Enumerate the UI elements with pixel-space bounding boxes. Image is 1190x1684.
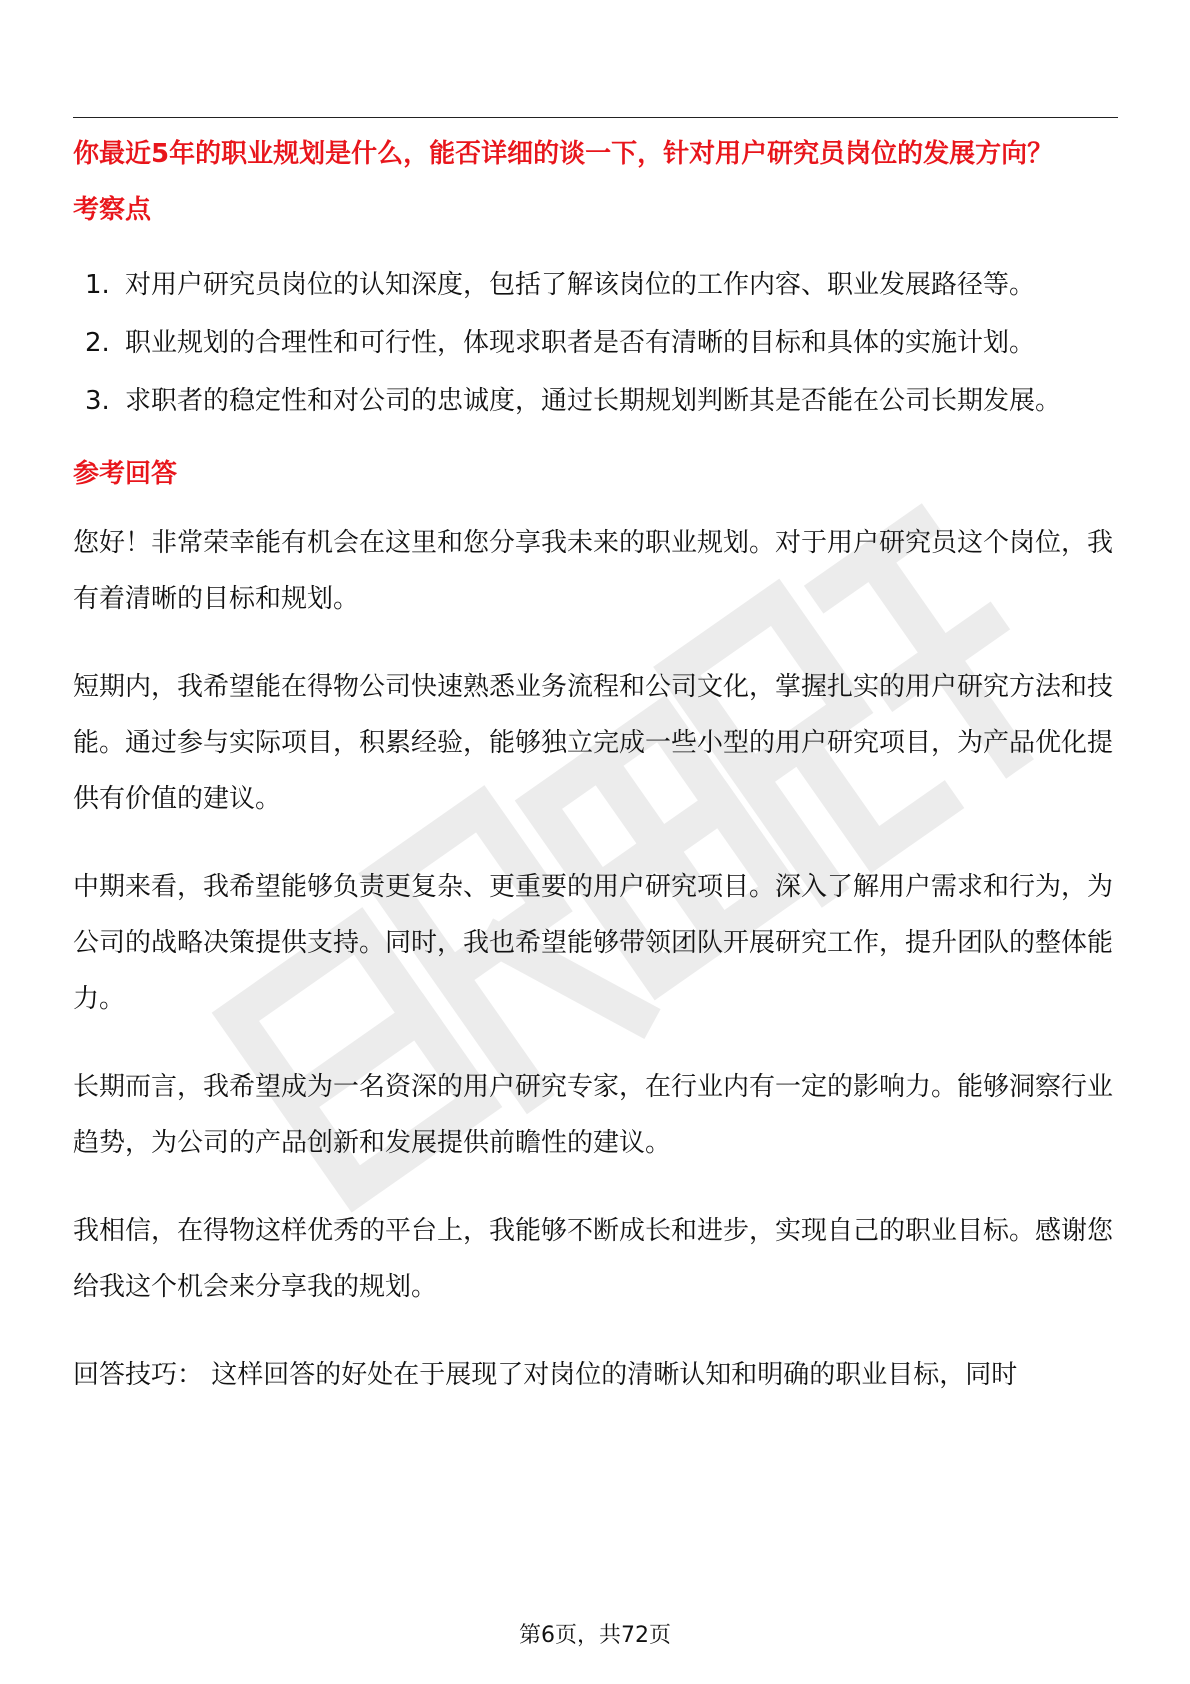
- list-item: [73, 314, 1118, 372]
- list-item: [73, 372, 1118, 430]
- page-number: 第6页，共72页: [519, 1623, 671, 1648]
- answer-paragraph: 您好！非常荣幸能有机会在这里和您分享我未来的职业规划。对于用户研究员这个岗位，我有着清晰的目标和规划。: [73, 528, 1114, 614]
- answer-paragraph: 长期而言，我希望成为一名资深的用户研究专家，在行业内有一定的影响力。能够洞察行业趋势，为公司的产品创新和发展提供前瞻性的建议。: [73, 1072, 1114, 1158]
- reference-answer-title: 参考回答: [73, 459, 178, 489]
- examine-points-title: 考察点: [73, 195, 152, 225]
- answer-paragraph: 短期内，我希望能在得物公司快速熟悉业务流程和公司文化，掌握扎实的用户研究方法和技能。通过参与实际项目，积累经验，能够独立完成一些小型的用户研究项目，为产品优化提供有价值的建议。: [73, 672, 1114, 814]
- answer-tips: 回答技巧： 这样回答的好处在于展现了对岗位的清晰认知和明确的职业目标，同时: [73, 1360, 1018, 1390]
- top-divider: [73, 117, 1118, 118]
- list-number: 1.: [85, 270, 110, 300]
- list-number: 3.: [85, 386, 110, 416]
- list-number: 2.: [85, 328, 110, 358]
- examine-points-list: [73, 256, 1118, 430]
- answer-paragraph: 中期来看，我希望能够负责更复杂、更重要的用户研究项目。深入了解用户需求和行为，为公司的战略决策提供支持。同时，我也希望能够带领团队开展研究工作，提升团队的整体能力。: [73, 872, 1114, 1014]
- list-text: 对用户研究员岗位的认知深度，包括了解该岗位的工作内容、职业发展路径等。: [125, 270, 1036, 300]
- list-text: 职业规划的合理性和可行性，体现求职者是否有清晰的目标和具体的实施计划。: [125, 328, 1036, 358]
- answer-paragraph: 我相信，在得物这样优秀的平台上，我能够不断成长和进步，实现自己的职业目标。感谢您给我这个机会来分享我的规划。: [73, 1216, 1114, 1302]
- list-text: 求职者的稳定性和对公司的忠诚度，通过长期规划判断其是否能在公司长期发展。: [125, 386, 1062, 416]
- list-item: [73, 256, 1118, 314]
- interview-question: 你最近5年的职业规划是什么，能否详细的谈一下，针对用户研究员岗位的发展方向？: [73, 139, 1054, 169]
- main-content: [73, 135, 1118, 1403]
